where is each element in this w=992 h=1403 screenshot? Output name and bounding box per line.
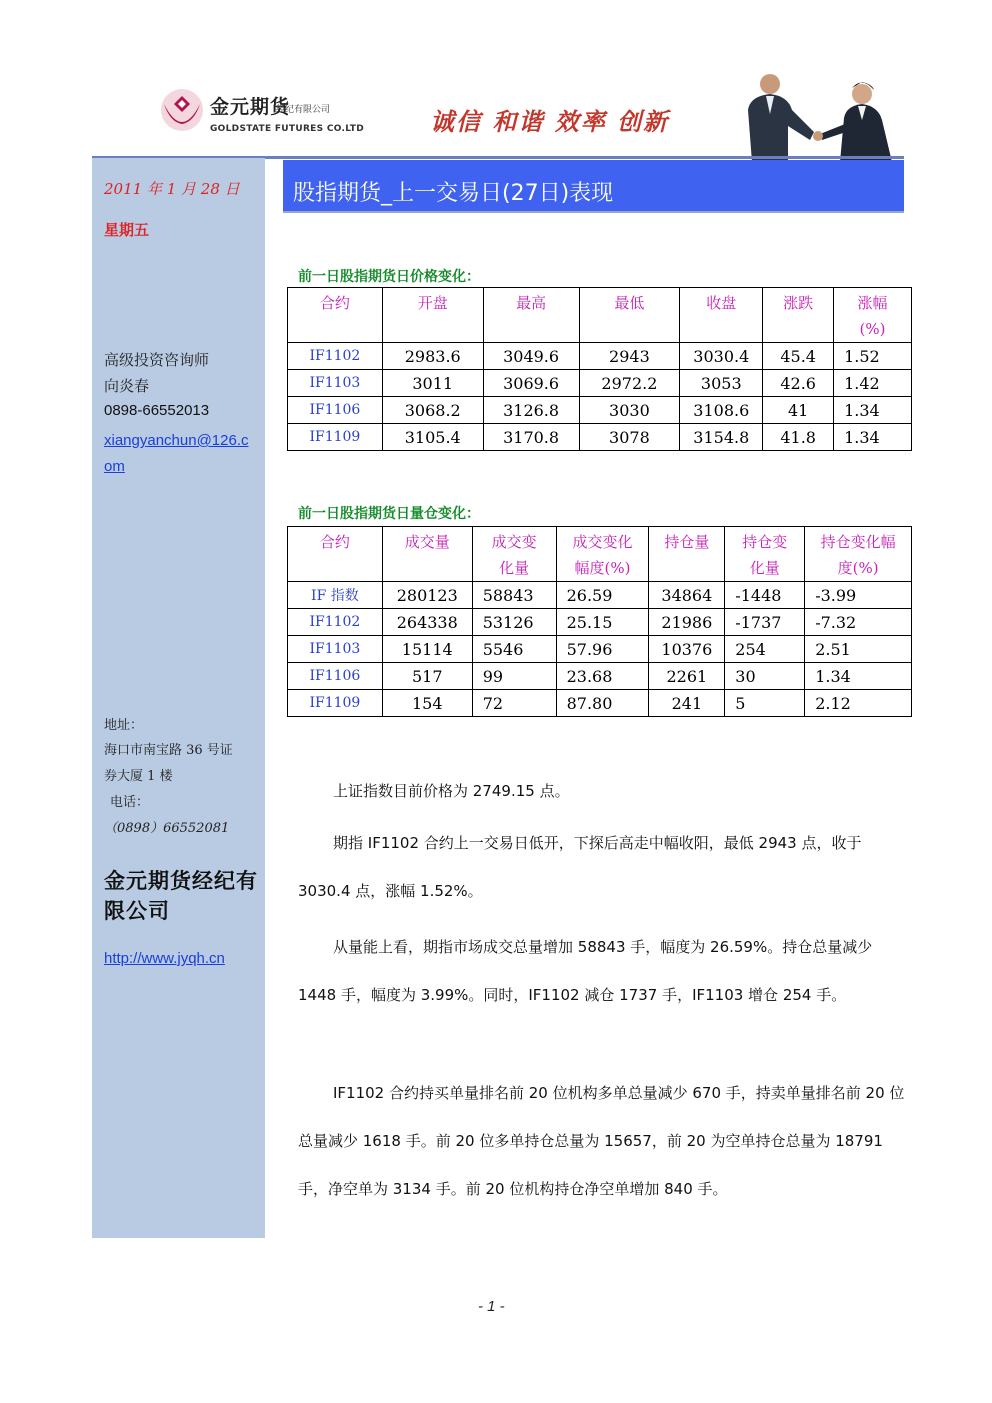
table-cell: 517: [382, 663, 472, 690]
table-cell: -1737: [725, 609, 805, 636]
table-cell: IF1103: [288, 636, 383, 663]
table-cell: 2983.6: [382, 343, 483, 370]
volume-header-contract: 合约: [288, 527, 383, 582]
table-cell: 34864: [649, 582, 725, 609]
table-cell: 2.51: [805, 636, 912, 663]
table-cell: 254: [725, 636, 805, 663]
table-cell: 3049.6: [483, 343, 579, 370]
table-cell: IF1109: [288, 690, 383, 717]
table-cell: IF 指数: [288, 582, 383, 609]
table-cell: 45.4: [763, 343, 834, 370]
table-cell: -3.99: [805, 582, 912, 609]
table-cell: 1.34: [834, 424, 912, 451]
table-row: [288, 343, 912, 370]
table-cell: 2261: [649, 663, 725, 690]
table-cell: 1.52: [834, 343, 912, 370]
price-header-low: 最低: [579, 288, 680, 343]
table-cell: 1.42: [834, 370, 912, 397]
table-cell: 26.59: [556, 582, 649, 609]
table-cell: 57.96: [556, 636, 649, 663]
table-cell: IF1102: [288, 609, 383, 636]
table-cell: -7.32: [805, 609, 912, 636]
price-header-high: 最高: [483, 288, 579, 343]
table-cell: 264338: [382, 609, 472, 636]
volume-header-volume-change: 成交变 化量: [472, 527, 556, 582]
price-section-heading: 前一日股指期货日价格变化：: [298, 269, 480, 285]
table-cell: 72: [472, 690, 556, 717]
table-cell: 2972.2: [579, 370, 680, 397]
table-cell: 53126: [472, 609, 556, 636]
logo-cn-text: 金元期货: [210, 96, 291, 118]
table-row: [288, 424, 912, 451]
table-cell: 3108.6: [680, 397, 763, 424]
price-table: [287, 287, 912, 451]
advisor-name: 向炎春: [104, 377, 150, 395]
table-cell: 3069.6: [483, 370, 579, 397]
table-cell: 154: [382, 690, 472, 717]
volume-section-heading: 前一日股指期货日量仓变化：: [298, 506, 480, 522]
table-cell: 10376: [649, 636, 725, 663]
address-line-2: 券大厦 1 楼: [104, 769, 173, 784]
table-cell: 3011: [382, 370, 483, 397]
table-cell: 99: [472, 663, 556, 690]
table-row: [288, 663, 912, 690]
table-cell: IF1106: [288, 663, 383, 690]
company-name: 金元期货经纪有限公司: [104, 869, 258, 923]
advisor-title: 高级投资咨询师: [104, 351, 210, 369]
table-cell: 3078: [579, 424, 680, 451]
table-cell: 2943: [579, 343, 680, 370]
table-cell: 3053: [680, 370, 763, 397]
table-row: [288, 690, 912, 717]
table-cell: 3170.8: [483, 424, 579, 451]
table-row: [288, 609, 912, 636]
volume-table: [287, 526, 912, 717]
table-cell: -1448: [725, 582, 805, 609]
paragraph-volume-summary: 从量能上看，期指市场成交总量增加 58843 手，幅度为 26.59%。持仓总量减少 1448 手，幅度为 3.99%。同时，IF1102 减仓 1737 手，IF1103 增仓 254 手。: [298, 938, 873, 1004]
table-cell: 41: [763, 397, 834, 424]
company-logo-icon: [160, 88, 204, 132]
table-cell: 5: [725, 690, 805, 717]
table-cell: 3154.8: [680, 424, 763, 451]
slogan: 诚信 和谐 效率 创新: [430, 108, 670, 136]
telephone-label: 电话：: [110, 795, 150, 810]
table-cell: IF1109: [288, 424, 383, 451]
table-cell: 5546: [472, 636, 556, 663]
table-row: [288, 397, 912, 424]
price-header-contract: 合约: [288, 288, 383, 343]
volume-header-volume-change-pct: 成交变化 幅度(%): [556, 527, 649, 582]
volume-header-oi-change-pct: 持仓变化幅 度(%): [805, 527, 912, 582]
table-cell: 23.68: [556, 663, 649, 690]
table-cell: 25.15: [556, 609, 649, 636]
price-header-change-pct: 涨幅 (%): [834, 288, 912, 343]
page-title: 股指期货_上一交易日(27日)表现: [293, 181, 614, 206]
table-cell: IF1106: [288, 397, 383, 424]
table-cell: 3126.8: [483, 397, 579, 424]
table-row: [288, 582, 912, 609]
price-header-change: 涨跌: [763, 288, 834, 343]
table-cell: 15114: [382, 636, 472, 663]
table-cell: 280123: [382, 582, 472, 609]
telephone-value: （0898）66552081: [104, 821, 230, 836]
table-cell: 21986: [649, 609, 725, 636]
table-cell: 3030: [579, 397, 680, 424]
price-header-open: 开盘: [382, 288, 483, 343]
paragraph-if1102-summary: 期指 IF1102 合约上一交易日低开，下探后高走中幅收阳，最低 2943 点，收于 3030.4 点，涨幅 1.52%。: [298, 834, 862, 900]
report-weekday: 星期五: [104, 221, 150, 239]
price-header-close: 收盘: [680, 288, 763, 343]
table-cell: 1.34: [805, 663, 912, 690]
volume-header-open-interest: 持仓量: [649, 527, 725, 582]
advisor-phone: 0898-66552013: [104, 402, 210, 419]
logo-cn-subtitle: 经纪有限公司: [276, 105, 331, 115]
table-cell: 42.6: [763, 370, 834, 397]
volume-header-volume: 成交量: [382, 527, 472, 582]
page-number: - 1 -: [478, 1298, 505, 1315]
table-cell: 87.80: [556, 690, 649, 717]
table-cell: 58843: [472, 582, 556, 609]
table-cell: IF1103: [288, 370, 383, 397]
handshake-people-image: [722, 70, 912, 162]
table-cell: 30: [725, 663, 805, 690]
table-cell: IF1102: [288, 343, 383, 370]
logo-en-text: GOLDSTATE FUTURES CO.LTD: [210, 124, 364, 134]
report-date: 2011 年 1 月 28 日: [104, 180, 240, 198]
table-cell: 41.8: [763, 424, 834, 451]
table-cell: 2.12: [805, 690, 912, 717]
paragraph-index-price: 上证指数目前价格为 2749.15 点。: [333, 782, 570, 800]
volume-header-oi-change: 持仓变 化量: [725, 527, 805, 582]
table-cell: 1.34: [834, 397, 912, 424]
table-row: [288, 636, 912, 663]
table-row: [288, 370, 912, 397]
table-cell: 3030.4: [680, 343, 763, 370]
website-link[interactable]: http://www.jyqh.cn: [104, 950, 225, 967]
sidebar: [92, 158, 265, 1238]
table-cell: 3105.4: [382, 424, 483, 451]
table-cell: 241: [649, 690, 725, 717]
advisor-email-link[interactable]: xiangyanchun@126.com: [104, 432, 249, 475]
table-cell: 3068.2: [382, 397, 483, 424]
paragraph-position-summary: IF1102 合约持买单量排名前 20 位机构多单总量减少 670 手，持卖单量排名前 20 位总量减少 1618 手。前 20 位多单持仓总量为 15657，前 20 为空单持仓总量为 18791 手，净空单为 3134 手。前 20 位机构持仓净空单增加 840 手。: [298, 1084, 905, 1198]
address-line-1: 海口市南宝路 36 号证: [104, 743, 233, 758]
address-label: 地址：: [104, 718, 144, 733]
